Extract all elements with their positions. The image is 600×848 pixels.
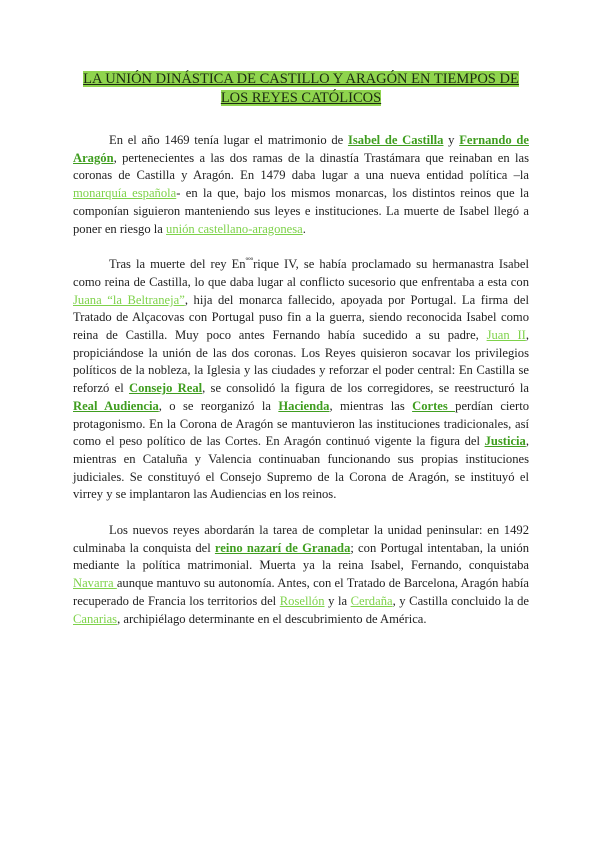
text: , pertenecientes a las dos ramas de la dinastía Trastámara que reinaban en las coronas de Castilla y Aragón. En 1479 daba lugar a una nueva entidad política –la bbox=[73, 150, 529, 183]
link-justicia[interactable]: Justicia bbox=[484, 434, 526, 449]
text: rique IV, se había proclamado su hermanastra Isabel como reina de Castilla, lo que daba lugar al conflicto sucesorio que enfrentaba a esta con bbox=[73, 257, 529, 289]
link-reino-nazari-de-granada[interactable]: reino nazarí de Granada bbox=[214, 540, 351, 555]
link-monarquia-espanola[interactable]: monarquía española bbox=[73, 186, 177, 201]
link-juan-ii[interactable]: Juan II bbox=[486, 328, 526, 343]
text: Los nuevos reyes abordarán la tarea de completar la unidad peninsular: en 1492 culminaba la conquista del bbox=[73, 523, 529, 555]
paragraph-3 bbox=[73, 522, 529, 628]
link-cerdana[interactable]: Cerdaña bbox=[350, 593, 393, 608]
link-rosellon[interactable]: Rosellón bbox=[279, 593, 325, 608]
text: En el año 1469 tenía lugar el matrimonio de bbox=[109, 133, 348, 147]
superscript-marks: ººº bbox=[245, 256, 254, 266]
page-title bbox=[73, 70, 529, 108]
text: y bbox=[443, 133, 460, 147]
text: , archipiélago determinante en el descubrimiento de América. bbox=[117, 611, 427, 626]
document-page bbox=[73, 70, 529, 646]
text: , hija del monarca fallecido, apoyada por Portugal. La firma del Tratado de Alçacovas con Portugal puso fin a la guerra, siendo reconocida Isabel como reina de Castilla. Muy poco antes Fernando había sucedido a su padre, bbox=[73, 292, 529, 343]
text: , y Castilla concluido la de bbox=[392, 593, 529, 608]
link-hacienda[interactable]: Hacienda bbox=[278, 398, 330, 413]
paragraph-1 bbox=[73, 132, 529, 238]
text: y la bbox=[324, 593, 351, 608]
text: , propiciándose la unión de las dos coronas. Los Reyes quisieron socavar los privilegios políticos de la nobleza, la Iglesia y las ciudades y reforzar el poder central: En Castilla se reforzó el bbox=[73, 328, 529, 396]
link-canarias[interactable]: Canarias bbox=[73, 611, 118, 626]
link-real-audiencia[interactable]: Real Audiencia bbox=[73, 398, 159, 413]
title-highlight: LA UNIÓN DINÁSTICA DE CASTILLO Y ARAGÓN EN TIEMPOS DE LOS REYES CATÓLICOS bbox=[83, 71, 519, 106]
text: perdían cierto protagonismo. En la Corona de Aragón se mantuvieron las instituciones tradicionales, así como el peso político de las Cortes. En Aragón continuó vigente la figura del bbox=[73, 398, 529, 449]
paragraph-2 bbox=[73, 256, 529, 504]
text: , se consolidó la figura de los corregidores, se reestructuró la bbox=[202, 381, 529, 396]
link-union-castellano-aragonesa[interactable]: unión castellano-aragonesa bbox=[166, 221, 303, 236]
text: ; con Portugal intentaban, la unión mediante la política matrimonial. Muerta ya la reina Isabel, Fernando, conquistaba bbox=[73, 540, 530, 573]
link-juana-la-beltraneja[interactable]: Juana “la Beltraneja” bbox=[73, 292, 185, 307]
text: , mientras en Cataluña y Valencia continuaban funcionando sus propias instituciones judiciales. Se constituyó el Consejo Supremo de la Corona de Aragón, se instituyó el virrey y se implantaron las Audiencias en los reinos. bbox=[73, 434, 529, 502]
link-consejo-real[interactable]: Consejo Real bbox=[128, 381, 203, 396]
link-cortes[interactable]: Cortes bbox=[412, 398, 456, 413]
text: Tras la muerte del rey En bbox=[109, 257, 246, 272]
link-isabel-de-castilla[interactable]: Isabel de Castilla bbox=[347, 133, 444, 147]
text: , mientras las bbox=[329, 398, 413, 413]
text: aunque mantuvo su autonomía. Antes, con el Tratado de Barcelona, Aragón había recuperado de Francia los territorios del bbox=[73, 576, 529, 608]
text: - en la que, bajo los mismos monarcas, los distintos reinos que la componían siguieron manteniendo sus leyes e instituciones. La muerte de Isabel llegó a poner en riesgo la bbox=[73, 186, 529, 236]
link-navarra[interactable]: Navarra bbox=[73, 576, 117, 591]
link-fernando-de-aragon[interactable]: Fernando de Aragón bbox=[73, 133, 529, 165]
text: , o se reorganizó la bbox=[158, 398, 279, 413]
text: . bbox=[302, 221, 306, 236]
